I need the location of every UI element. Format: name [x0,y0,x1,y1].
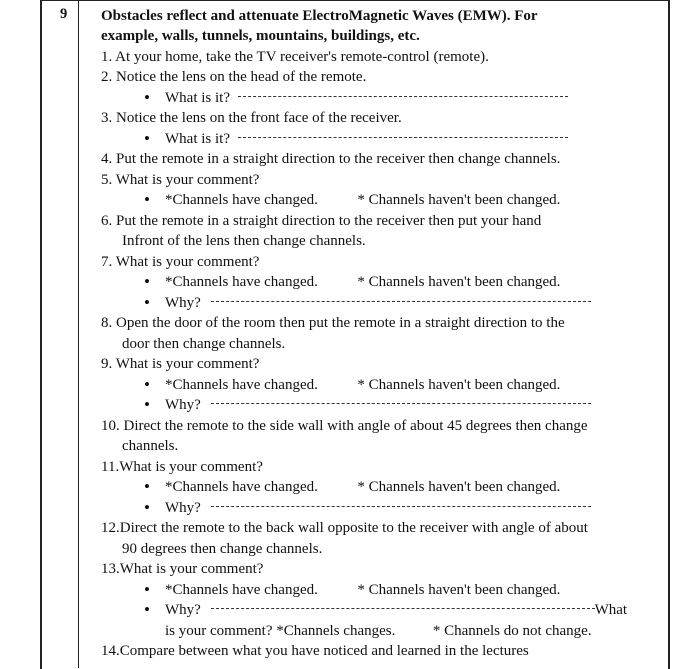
option-not-changed: * Channels haven't been changed. [357,274,561,290]
step-5-options [165,190,560,210]
step-11-why [165,498,591,518]
step-14: 14.Compare between what you have noticed and learned in the lectures [101,643,529,659]
option-not-changed: * Channels haven't been changed. [357,582,561,598]
answer-blank [211,403,591,404]
step-1: 1. At your home, take the TV receiver's remote-control (remote). [101,49,489,65]
what-is-it-label: What is it? [165,90,230,106]
step-9-why [165,395,591,415]
step-9: 9. What is your comment? [101,356,260,372]
step-4: 4. Put the remote in a straight direction to the receiver then change channels. [101,151,561,167]
step-13-options [165,580,560,600]
why-label: Why? [165,295,201,311]
option-changed: *Channels have changed. [165,479,318,495]
step-6-line-1: 6. Put the remote in a straight direction to the receiver then put your hand [101,213,542,229]
number-column [40,0,79,668]
step-12-line-1: 12.Direct the remote to the back wall opposite to the receiver with angle of about [101,520,588,536]
step-10-line-2: channels. [122,438,179,454]
step-3-question [165,129,568,149]
option-changed: *Channels have changed. [165,274,318,290]
step-5: 5. What is your comment? [101,172,260,188]
answer-blank [238,96,568,97]
step-11-options [165,477,560,497]
option-do-not-change: * Channels do not change. [432,623,592,639]
step-10-line-1: 10. Direct the remote to the side wall with angle of about 45 degrees then change [101,418,588,434]
step-8-line-1: 8. Open the door of the room then put the remote in a straight direction to the [101,315,565,331]
answer-blank [211,506,591,507]
comment-prompt: is your comment? *Channels changes. [165,623,396,639]
answer-blank [211,301,591,302]
option-changed: *Channels have changed. [165,582,318,598]
step-7-why [165,293,591,313]
option-changed: *Channels have changed. [165,192,318,208]
item-number: 9 [60,6,68,22]
step-12-line-2: 90 degrees then change channels. [122,541,323,557]
step-7-options [165,272,560,292]
why-label: Why? [165,397,201,413]
title-line-2: example, walls, tunnels, mountains, buildings, etc. [101,28,420,44]
answer-blank [238,137,568,138]
answer-blank [211,608,595,609]
option-changed: *Channels have changed. [165,377,318,393]
step-13-continuation [165,621,592,641]
option-not-changed: * Channels haven't been changed. [357,377,561,393]
why-label: Why? [165,500,201,516]
step-13: 13.What is your comment? [101,561,264,577]
step-8-line-2: door then change channels. [122,336,286,352]
step-6-line-2: Infront of the lens then change channels. [122,233,366,249]
step-7: 7. What is your comment? [101,254,260,270]
step-13-why [165,600,627,620]
step-11: 11.What is your comment? [101,459,263,475]
option-not-changed: * Channels haven't been changed. [357,479,561,495]
what-label: What [594,602,628,618]
why-label: Why? [165,602,201,618]
title-line-1: Obstacles reflect and attenuate ElectroMagnetic Waves (EMW). For [101,8,538,24]
step-2: 2. Notice the lens on the head of the remote. [101,69,367,85]
step-9-options [165,375,560,395]
step-3: 3. Notice the lens on the front face of the receiver. [101,110,402,126]
step-2-question [165,88,568,108]
what-is-it-label: What is it? [165,131,230,147]
option-not-changed: * Channels haven't been changed. [357,192,561,208]
